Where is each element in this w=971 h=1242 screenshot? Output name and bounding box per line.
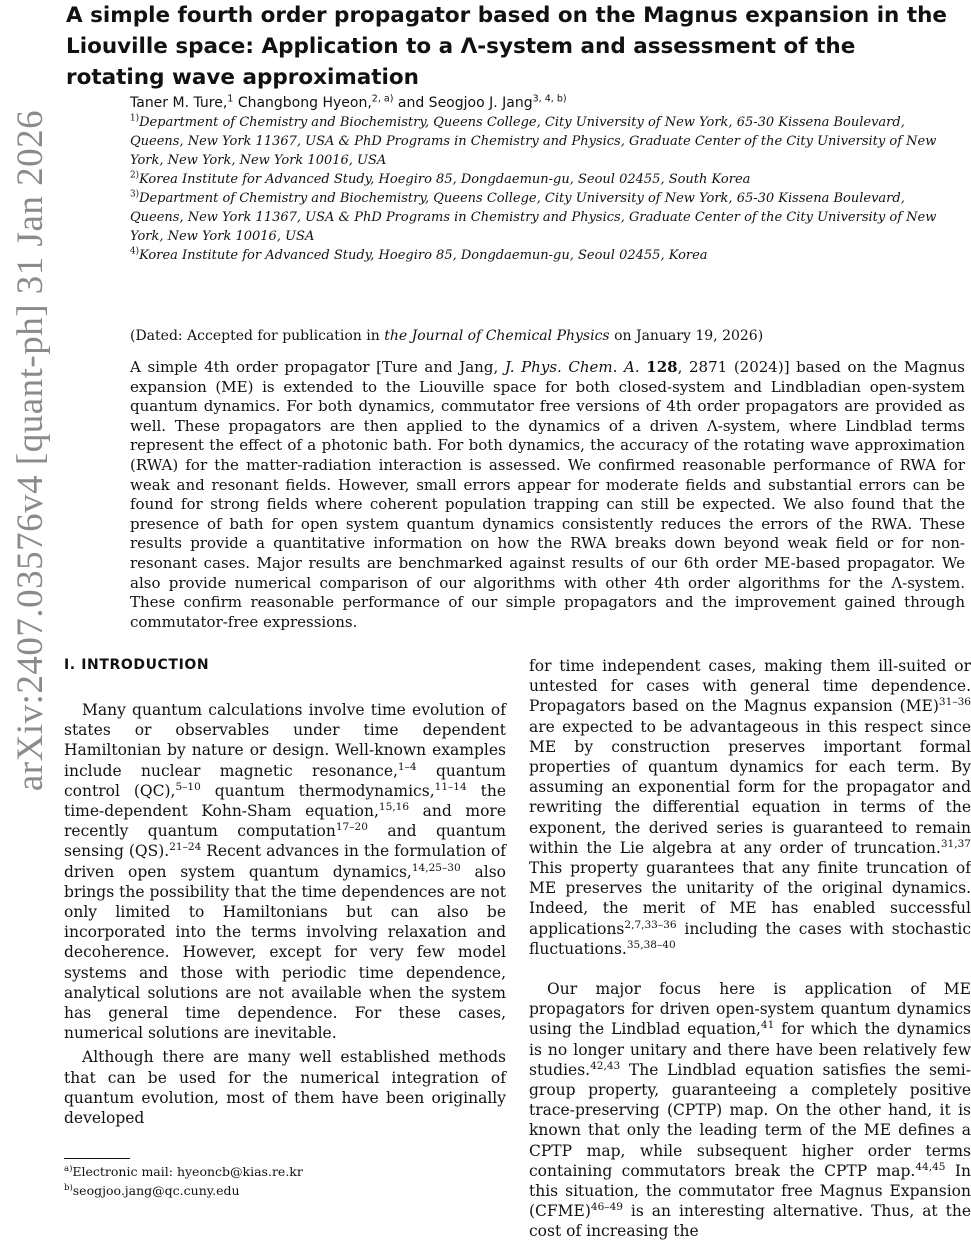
arxiv-sidebar	[0, 109, 62, 791]
footnote-text: Electronic mail: hyeoncb@kias.re.kr	[72, 1164, 303, 1179]
citation-marker: 15,16	[378, 800, 410, 813]
affiliation	[130, 113, 950, 170]
abstract	[130, 358, 965, 632]
citation-marker: 41	[760, 1019, 775, 1032]
citation-marker: 2,7,33–36	[624, 918, 677, 931]
affiliation	[130, 189, 950, 246]
affiliation-text: Korea Institute for Advanced Study, Hoegiro 85, Dongdaemun-gu, Seoul 02455, Korea	[139, 248, 708, 263]
affiliation-text: Department of Chemistry and Biochemistry, Queens College, City University of New York, 65-30 Kissena Boulevard, Queens, New York 11367, USA & PhD Programs in Chemistry and Physics, Graduate Center of the City University of New York, New York 10016, USA	[130, 191, 937, 244]
abstract-ref-suffix: , 2871 (2024)]	[677, 358, 790, 376]
affiliation-marker: 2)	[130, 170, 140, 181]
author-affil-marker: 3, 4, b)	[532, 93, 567, 105]
author-name: Taner M. Ture,	[130, 95, 228, 111]
citation-marker: 11–14	[434, 780, 467, 793]
author-name: Changbong Hyeon,	[237, 95, 372, 111]
footnote-rule	[64, 1158, 130, 1159]
dated-suffix: on January 19, 2026)	[609, 328, 764, 344]
citation-marker: 21–24	[169, 841, 202, 854]
abstract-body: based on the Magnus expansion (ME) is extended to the Liouville space for both closed-system and Lindbladian open-system quantum dynamics. For both dynamics, commutator free versions of 4th order propagators are provided as well. These propagators are then applied to the dynamics of a driven Λ-system, where Lindblad terms represent the effect of a photonic bath. For both dynamics, the accuracy of the rotating wave approximation (RWA) for the matter-radiation interaction is assessed. We confirmed reasonable performance of RWA for weak and resonant fields. However, small errors appear for moderate fields and substantial errors can be found for strong fields where coherent population trapping can still be expected. We also found that the presence of bath for open system quantum dynamics consistently reduces the errors of the RWA. These results provide a quantitative information on how the RWA breaks down beyond weak field or for non-resonant cases. Major results are benchmarked against results of our 6th order ME-based propagator. We also provide numerical comparison of our algorithms with other 4th order algorithms for the Λ-system. These confirm reasonable performance of our simple propagators and the improvement gained through commutator-free expressions.	[130, 358, 965, 631]
footnotes	[64, 1162, 504, 1200]
author-affil-marker: 1	[227, 93, 234, 105]
citation-marker: 31,37	[940, 837, 971, 850]
paper-title: A simple fourth order propagator based on the Magnus expansion in the Liouville space: Application to a Λ-system and assessment of the rotating wave approximation	[66, 3, 948, 90]
author-name: and Seogjoo J. Jang	[397, 95, 533, 111]
affiliation-marker: 3)	[130, 189, 140, 200]
citation-marker: 35,38–40	[626, 938, 676, 951]
author-affil-marker: 2, a)	[371, 93, 394, 105]
citation-marker: 17–20	[335, 821, 368, 834]
arxiv-identifier: arXiv:2407.03576v4 [quant-ph] 31 Jan 2026	[10, 109, 52, 791]
citation-marker: 14,25–30	[411, 861, 461, 874]
left-column	[64, 700, 506, 1128]
citation-marker: 42,43	[590, 1059, 621, 1072]
citation-marker: 5–10	[175, 780, 201, 793]
affiliation-marker: 1)	[130, 113, 140, 124]
affiliation-text: Korea Institute for Advanced Study, Hoegiro 85, Dongdaemun-gu, Seoul 02455, South Korea	[139, 172, 751, 187]
paragraph: Our major focus here is application of ME propagators for driven open-system quantum dynamics using the Lindblad equation,$^{41}$ for which the dynamics is no longer unitary and there have been relatively few studies.$^{42,43}$ The Lindblad equation satisfies the semi-group property, guaranteeing a completely positive trace-preserving (CPTP) map. On the other hand, it is known that only the leading term of the ME defines a CPTP map, while subsequent higher order terms containing commutators break the CPTP map.$^{44,45}$ In this situation, the commutator free Magnus Expansion (CFME)$^{46-49}$ is an interesting alternative. Thus, at the cost of increasing the	[529, 980, 971, 1241]
right-column	[529, 656, 971, 1242]
citation-marker: 1–4	[397, 760, 417, 773]
affiliation	[130, 170, 950, 189]
footnote	[64, 1162, 504, 1181]
dated-prefix: (Dated: Accepted for publication in	[130, 328, 385, 344]
footnote-text: seogjoo.jang@qc.cuny.edu	[72, 1183, 240, 1198]
dated-journal: the Journal of Chemical Physics	[384, 328, 610, 344]
paragraph: Many quantum calculations involve time evolution of states or observables under time dependent Hamiltonian by nature or design. Well-known examples include nuclear magnetic resonance,$^{1-4}$ quantum control (QC),$^{5-10}$ quantum thermodynamics,$^{11-14}$ the time-dependent Kohn-Sham equation,$^{15,16}$ and more recently quantum computation$^{17-20}$ and quantum sensing (QS).$^{21-24}$ Recent advances in the formulation of driven open system quantum dynamics,$^{14,25-30}$ also brings the possibility that the time dependences are not only limited to Hamiltonians but can also be incorporated into the terms involving relaxation and decoherence. However, except for very few model systems and those with periodic time dependence, analytical solutions are not available when the system has general time dependence. For these cases, numerical solutions are inevitable.	[64, 701, 507, 1043]
citation-marker: 31–36	[938, 696, 971, 709]
abstract-ref-prefix: A simple 4th order propagator [Ture and Jang,	[130, 358, 505, 376]
footnote-marker: a)	[64, 1163, 73, 1174]
abstract-ref-volume: 128	[646, 358, 678, 376]
paragraph: Although there are many well established methods that can be used for the numerical integration of quantum evolution, most of them have been originally developed	[64, 1048, 506, 1128]
citation-marker: 46–49	[590, 1201, 623, 1214]
affiliation-marker: 4)	[130, 246, 140, 257]
paragraph: for time independent cases, making them ill-suited or untested for cases with general time dependence. Propagators based on the Magnus expansion (ME)$^{31-36}$ are expected to be advantageous in this respect since ME by construction preserves important formal properties of quantum dynamics for each term. By assuming an exponential form for the propagator and rewriting the differential equation in terms of the exponent, the derived series is guaranteed to remain within the Lie algebra at any order of truncation.$^{31,37}$ This property guarantees that any finite truncation of ME preserves the unitarity of the original dynamics. Indeed, the merit of ME has enabled successful applications$^{2,7,33-36}$ including the cases with stochastic fluctuations.$^{35,38-40}$	[529, 657, 971, 958]
footnote	[64, 1181, 504, 1200]
author-list	[130, 93, 950, 113]
section-heading-introduction: I. INTRODUCTION	[64, 657, 210, 673]
affiliation	[130, 246, 950, 265]
citation-marker: 44,45	[915, 1160, 946, 1173]
dated-line	[130, 327, 950, 346]
affiliation-list	[130, 113, 950, 265]
footnote-marker: b)	[64, 1182, 73, 1193]
affiliation-text: Department of Chemistry and Biochemistry, Queens College, City University of New York, 65-30 Kissena Boulevard, Queens, New York 11367, USA & PhD Programs in Chemistry and Physics, Graduate Center of the City University of New York, New York, New York 10016, USA	[130, 115, 937, 168]
abstract-ref-journal: J. Phys. Chem. A.	[504, 358, 640, 376]
